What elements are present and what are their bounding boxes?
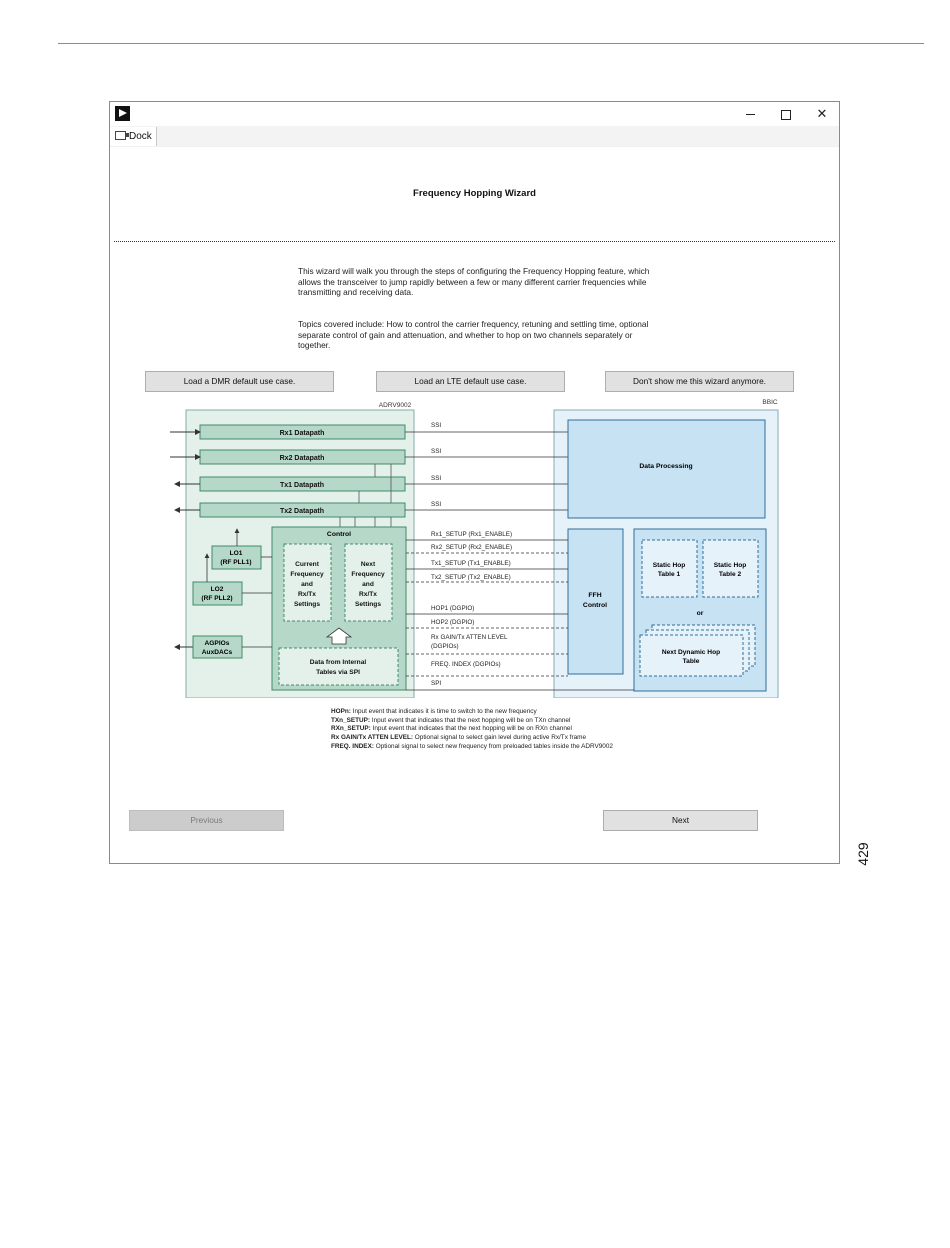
tab-dock-label: Dock	[129, 131, 152, 142]
svg-text:Next: Next	[360, 561, 376, 568]
tab-dock[interactable]	[110, 127, 157, 146]
or-label: or	[696, 610, 704, 617]
svg-text:FREQ. INDEX (DGPIOs): FREQ. INDEX (DGPIOs)	[431, 661, 501, 668]
topics-text: Topics covered include: How to control the carrier frequency, retuning and settling time, optional separate control of gain and attenuation, and whether to hop on two channels separately or together.	[298, 319, 649, 350]
svg-text:Control: Control	[582, 602, 608, 609]
svg-text:Settings: Settings	[354, 601, 382, 608]
minimize-button[interactable]	[737, 104, 763, 124]
svg-text:Table 2: Table 2	[718, 571, 742, 578]
svg-text:Next Dynamic Hop: Next Dynamic Hop	[661, 649, 721, 656]
next-button[interactable]: Next	[603, 810, 758, 831]
diagram-legend	[331, 708, 751, 752]
svg-text:Data from Internal: Data from Internal	[309, 659, 367, 666]
title-bar	[110, 102, 839, 126]
data-processing-label: Data Processing	[639, 463, 693, 470]
load-dmr-button[interactable]: Load a DMR default use case.	[145, 371, 334, 392]
svg-text:Current: Current	[295, 561, 319, 568]
title-divider	[114, 241, 835, 242]
tx2-datapath-label: Tx2 Datapath	[280, 508, 324, 515]
svg-text:Frequency: Frequency	[351, 571, 385, 578]
analog-devices-logo-icon	[115, 106, 130, 121]
svg-text:Table 1: Table 1	[657, 571, 681, 578]
control-label: Control	[326, 531, 352, 538]
svg-text:HOP1 (DGPIO): HOP1 (DGPIO)	[431, 605, 475, 612]
wizard-window	[109, 101, 840, 864]
svg-text:and: and	[301, 581, 313, 588]
frequency-hopping-diagram	[165, 398, 795, 698]
bbic-label: BBIC	[762, 399, 778, 406]
dock-icon	[115, 131, 126, 140]
legend-line: FREQ. INDEX: Optional signal to select new frequency from preloaded tables inside the ADRV9002	[331, 742, 613, 750]
legend-line: TXn_SETUP: Input event that indicates that the next hopping will be on TXn channel	[331, 716, 571, 724]
svg-text:LO1: LO1	[229, 550, 243, 557]
svg-text:AGPIOs: AGPIOs	[204, 640, 230, 647]
svg-text:Tx1_SETUP (Tx1_ENABLE): Tx1_SETUP (Tx1_ENABLE)	[431, 560, 511, 567]
svg-text:Static Hop: Static Hop	[652, 562, 686, 569]
svg-text:(DGPIOs): (DGPIOs)	[431, 643, 459, 650]
rx2-datapath-label: Rx2 Datapath	[279, 455, 325, 462]
rx1-datapath-label: Rx1 Datapath	[279, 430, 325, 437]
svg-text:(RF PLL2): (RF PLL2)	[201, 595, 233, 602]
svg-text:Rx2_SETUP (Rx2_ENABLE): Rx2_SETUP (Rx2_ENABLE)	[431, 544, 513, 551]
close-button[interactable]: ✕	[816, 106, 828, 121]
adrv9002-label: ADRV9002	[378, 402, 412, 409]
dont-show-again-button[interactable]: Don't show me this wizard anymore.	[605, 371, 794, 392]
svg-text:Frequency: Frequency	[290, 571, 324, 578]
svg-text:FFH: FFH	[588, 592, 602, 599]
svg-text:Rx1_SETUP (Rx1_ENABLE): Rx1_SETUP (Rx1_ENABLE)	[431, 531, 513, 538]
svg-text:Tables via SPI: Tables via SPI	[316, 669, 360, 676]
intro-text: This wizard will walk you through the steps of configuring the Frequency Hopping feature, which allows the transceiver to jump rapidly between a few or many different carrier frequencies while transmitting and receiving data.	[298, 266, 650, 297]
legend-line: Rx GAIN/Tx ATTEN LEVEL: Optional signal to select gain level during active Rx/Tx frame	[331, 734, 587, 742]
svg-text:Rx GAIN/Tx ATTEN LEVEL: Rx GAIN/Tx ATTEN LEVEL	[431, 634, 508, 641]
svg-text:SSI: SSI	[431, 422, 442, 429]
svg-text:Tx2_SETUP (Tx2_ENABLE): Tx2_SETUP (Tx2_ENABLE)	[431, 574, 511, 581]
minimize-icon	[746, 114, 755, 115]
wizard-title: Frequency Hopping Wizard	[413, 188, 536, 199]
page-top-rule	[58, 43, 924, 44]
ssi-labels	[431, 422, 441, 508]
maximize-icon	[781, 110, 791, 120]
legend-line: HOPn: Input event that indicates it is time to switch to the new frequency	[331, 708, 537, 715]
ssi-lines	[405, 432, 568, 510]
tab-strip	[110, 126, 839, 147]
svg-text:Rx/Tx: Rx/Tx	[298, 591, 316, 598]
svg-text:and: and	[362, 581, 374, 588]
svg-text:SSI: SSI	[431, 501, 442, 508]
svg-text:Table: Table	[682, 658, 700, 665]
previous-button[interactable]: Previous	[129, 810, 284, 831]
load-lte-button[interactable]: Load an LTE default use case.	[376, 371, 565, 392]
svg-text:AuxDACs: AuxDACs	[201, 649, 233, 656]
svg-text:SSI: SSI	[431, 475, 442, 482]
svg-text:(RF PLL1): (RF PLL1)	[220, 559, 252, 566]
svg-text:HOP2 (DGPIO): HOP2 (DGPIO)	[431, 619, 475, 626]
svg-text:Rx/Tx: Rx/Tx	[359, 591, 377, 598]
legend-line: RXn_SETUP: Input event that indicates that the next hopping will be on RXn channel	[331, 725, 572, 733]
internal-tables-box	[279, 648, 398, 685]
maximize-button[interactable]	[773, 104, 799, 124]
svg-text:SPI: SPI	[431, 680, 442, 687]
svg-text:Settings: Settings	[293, 601, 321, 608]
svg-text:LO2: LO2	[210, 586, 224, 593]
tx1-datapath-label: Tx1 Datapath	[280, 482, 324, 489]
page-number: 429	[855, 842, 871, 866]
control-signal-labels	[431, 531, 512, 687]
svg-text:SSI: SSI	[431, 448, 442, 455]
svg-text:Static Hop: Static Hop	[713, 562, 747, 569]
